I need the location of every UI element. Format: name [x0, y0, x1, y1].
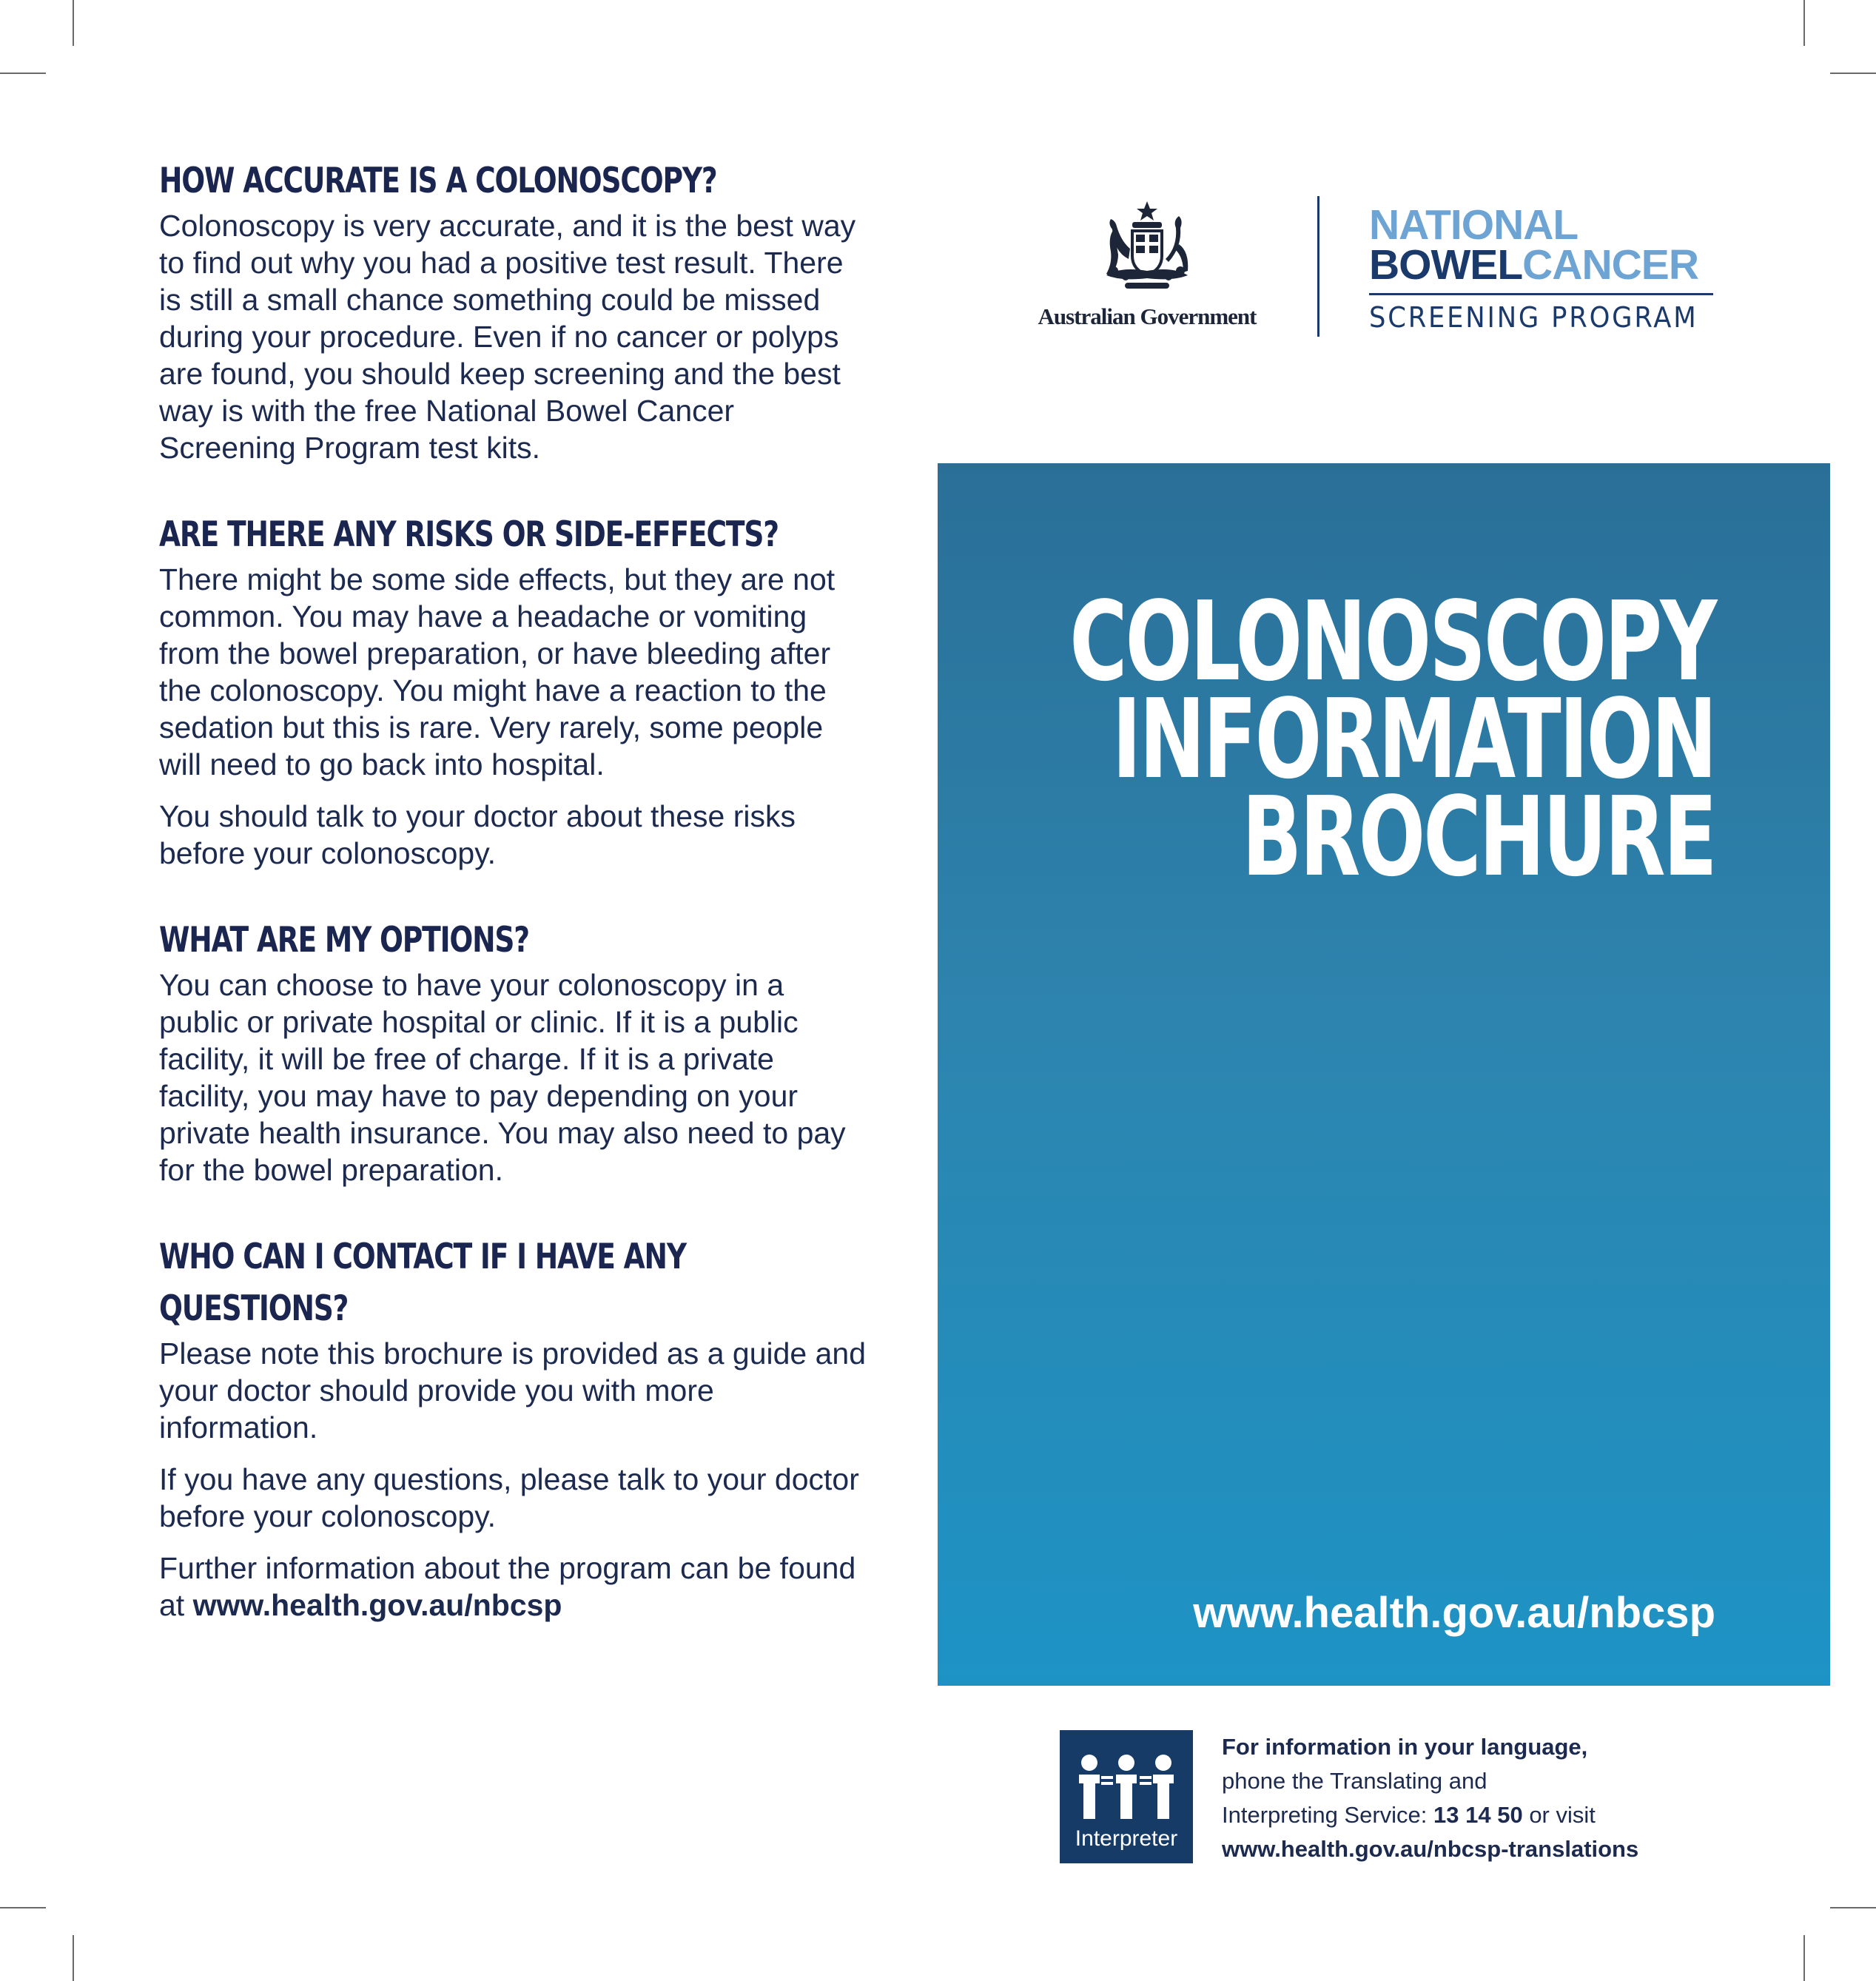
crop-mark	[1830, 1907, 1876, 1908]
crop-mark	[0, 1907, 46, 1908]
paragraph-risks: There might be some side effects, but they are not common. You may have a headache or vomiting from the bowel preparation, or have bleeding after the colonoscopy. You might have a reaction to the sedation but this is rare. Very rarely, some people will need to go back into hospital.	[159, 562, 836, 781]
crop-mark	[0, 73, 46, 74]
interpreter-line3-suffix: or visit	[1522, 1802, 1596, 1828]
interpreter-url-link[interactable]: www.health.gov.au/nbcsp-translations	[1222, 1836, 1639, 1862]
paragraph-contact-guide: Please note this brochure is provided as a guide and your doctor should provide you with more information.	[159, 1336, 867, 1444]
paragraph-options: You can choose to have your colonoscopy in a public or private hospital or clinic. If it is a public facility, it will be free of charge. If it is a private facility, you may have to pay depending on your private health insurance. You may also need to pay for the bowel preparation.	[159, 968, 846, 1187]
logo-rule	[1369, 293, 1713, 295]
logo-cancer: CANCER	[1522, 241, 1698, 289]
cover-title-line1: COLONOSCOPY	[1069, 578, 1715, 705]
interpreter-phone[interactable]: 13 14 50	[1433, 1802, 1523, 1828]
cover-title-line2: INFORMATION	[1112, 676, 1715, 803]
section-heading-accuracy: HOW ACCURATE IS A COLONOSCOPY?	[159, 161, 717, 201]
interpreter-line3-prefix: Interpreting Service:	[1222, 1802, 1434, 1828]
interpreter-label: Interpreter	[1075, 1826, 1178, 1851]
australian-government-logo	[1021, 200, 1273, 340]
paragraph-contact-questions: If you have any questions, please talk to your doctor before your colonoscopy.	[159, 1462, 859, 1533]
interpreter-line3	[1222, 1798, 1755, 1832]
logo-bowel: BOWEL	[1369, 241, 1523, 289]
interpreter-line4	[1222, 1832, 1755, 1866]
section-heading-risks: ARE THERE ANY RISKS OR SIDE-EFFECTS?	[159, 514, 779, 555]
cover-title	[1069, 578, 1715, 901]
cover-panel	[938, 463, 1830, 1686]
crop-mark	[1803, 0, 1805, 46]
crop-mark	[73, 0, 74, 46]
further-info-link[interactable]: www.health.gov.au/nbcsp	[192, 1588, 562, 1622]
info-column	[159, 155, 870, 1638]
crop-mark	[73, 1935, 74, 1981]
section-heading-contact-line2: QUESTIONS?	[159, 1288, 349, 1329]
nbcsp-logo	[1369, 201, 1717, 334]
paragraph-risks-doctor: You should talk to your doctor about these risks before your colonoscopy.	[159, 799, 796, 870]
logo-bowel-cancer	[1369, 241, 1717, 289]
section-heading-options: WHAT ARE MY OPTIONS?	[159, 920, 529, 961]
crop-mark	[1830, 73, 1876, 74]
paragraph-accuracy: Colonoscopy is very accurate, and it is the best way to find out why you had a positive test result. There is still a small chance something could be missed during your procedure. Even if no cancer or polyps are found, you should keep screening and the best way is with the free National Bowel Cancer Screening Program test kits.	[159, 209, 856, 465]
interpreter-line1	[1222, 1730, 1755, 1764]
interpreter-icon	[1073, 1752, 1180, 1826]
section-heading-contact: WHO CAN I CONTACT IF I HAVE ANY	[159, 1237, 686, 1277]
paragraph-further-info	[159, 1550, 866, 1624]
logo-divider	[1317, 196, 1319, 337]
logo-screening-program: SCREENING PROGRAM	[1369, 301, 1698, 334]
crop-mark	[1803, 1935, 1805, 1981]
further-info-text: Further information about the program can be found at	[159, 1551, 856, 1622]
coat-of-arms-icon	[1092, 200, 1203, 296]
government-name: Australian Government	[1038, 303, 1257, 329]
cover-url-link[interactable]: www.health.gov.au/nbcsp	[1193, 1589, 1715, 1637]
interpreter-badge	[1060, 1730, 1193, 1863]
interpreter-line1-text: For information in your language,	[1222, 1734, 1588, 1760]
interpreter-info	[1222, 1730, 1755, 1866]
logo-national: NATIONAL	[1369, 201, 1579, 249]
interpreter-line2: phone the Translating and	[1222, 1768, 1487, 1794]
cover-title-line3: BROCHURE	[1242, 773, 1715, 901]
